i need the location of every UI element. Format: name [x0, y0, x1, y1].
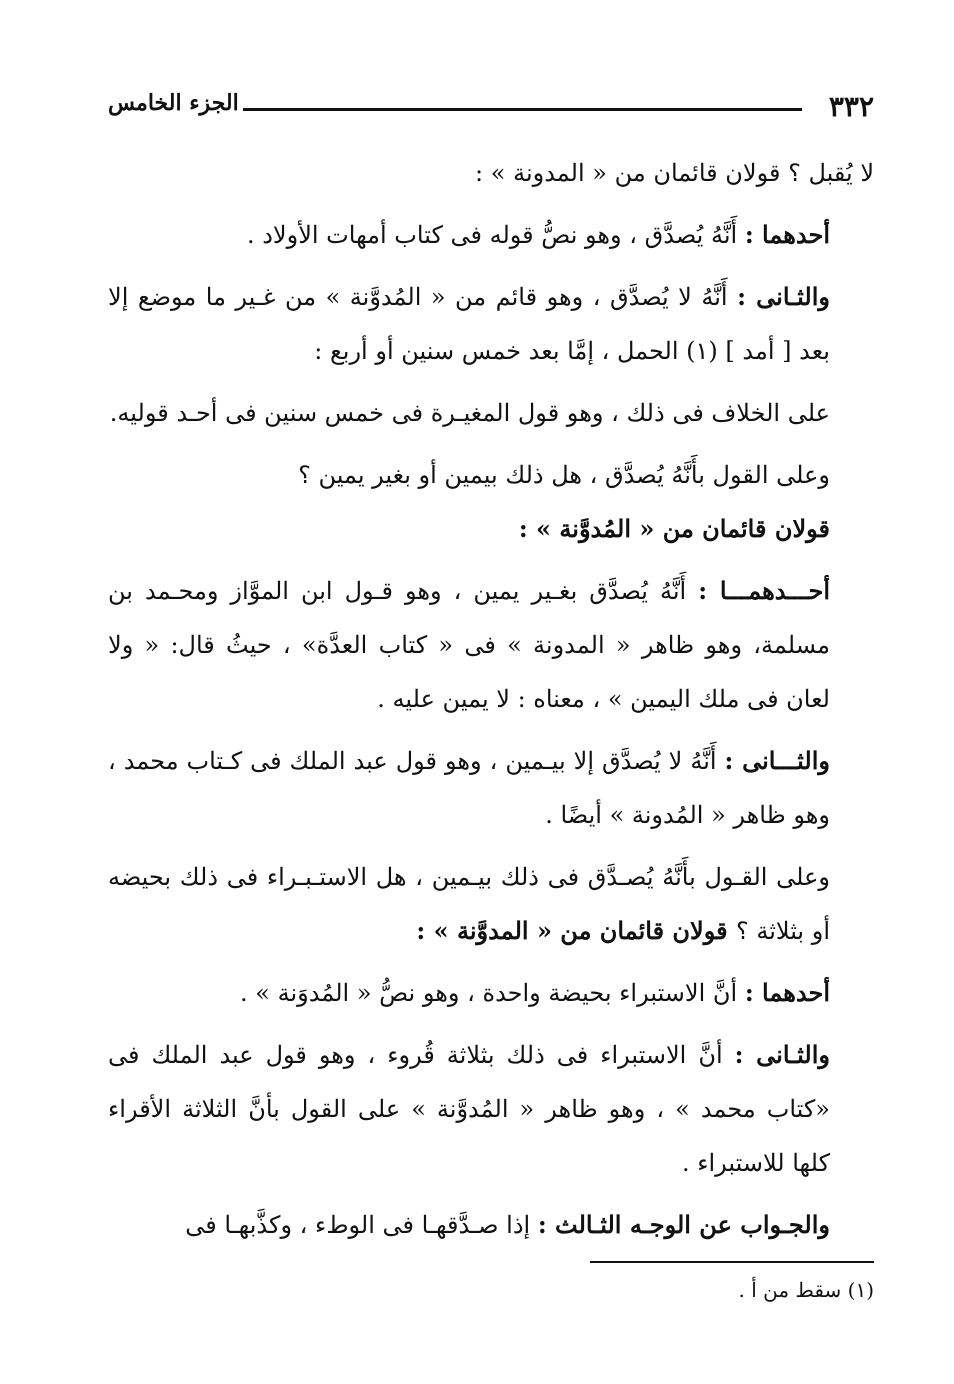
paragraph-text: أَنَّهُ يُصدَّق ، وهو نصُّ قوله فى كتاب أمهات الأولاد . — [246, 221, 745, 249]
paragraph-lead: والثـانى : — [737, 282, 830, 311]
paragraph-lead: قولان قائمان من « المُدوَّنة » : — [518, 514, 830, 543]
paragraph — [108, 270, 874, 378]
paragraph-lead: أحدهما : — [744, 220, 830, 249]
paragraph-lead: أحـــدهمـــا : — [698, 576, 830, 605]
paragraph-lead: والثـــانى : — [724, 746, 830, 775]
page-number: ٣٣٢ — [828, 90, 874, 123]
paragraph-text: إذا صـدَّقهـا فى الوطء ، وكذَّبهـا فى — [185, 1211, 538, 1239]
paragraph — [108, 386, 874, 440]
paragraph — [108, 448, 874, 502]
running-head: الجزء الخامس — [108, 90, 239, 116]
paragraph-lead: أحدهما : — [744, 978, 830, 1007]
paragraph — [108, 1028, 874, 1190]
paragraph-lead: والجـواب عن الوجـه الثـالث : — [537, 1210, 830, 1239]
paragraph-text: أَنَّهُ لا يُصدَّق ، وهو قائم من « المُدوَّنة » من غـير ما موضع إلا بعد [ أمد ] (١) الحمل ، إمَّا بعد خمس سنين أو أربع : — [108, 283, 830, 365]
paragraph — [108, 850, 874, 958]
paragraph-text: وعلى القول بأَنَّهُ يُصدَّق ، هل ذلك بيمين أو بغير يمين ؟ — [298, 461, 830, 489]
page-header — [108, 90, 874, 130]
paragraph — [108, 502, 874, 556]
paragraph — [108, 966, 874, 1020]
body-text — [108, 146, 874, 1252]
paragraph — [108, 564, 874, 726]
paragraph-text: أَنَّهُ لا يُصدَّق إلا بيـمين ، وهو قول عبد الملك فى كـتاب محمد ، وهو ظاهر « المُدونة » أيضًا . — [108, 747, 830, 829]
footnote: (١) سقط من أ . — [738, 1278, 874, 1302]
paragraph — [108, 734, 874, 842]
paragraph — [108, 1198, 874, 1252]
footnote-rule — [590, 1261, 874, 1263]
paragraph-text: أنَّ الاستبراء فى ذلك بثلاثة قُروء ، وهو قول عبد الملك فى «كتاب محمد » ، وهو ظاهر « المُدوَّنة » على القول بأنَّ الثلاثة الأقراء كلها للاستبراء . — [108, 1041, 830, 1177]
paragraph-lead: والثـانى : — [734, 1040, 830, 1069]
paragraph — [108, 146, 874, 200]
paragraph-text: لا يُقبل ؟ قولان قائمان من « المدونة » : — [475, 159, 874, 187]
header-rule — [243, 108, 802, 111]
paragraph-text: على الخلاف فى ذلك ، وهو قول المغيـرة فى خمس سنين فى أحـد قوليه. — [109, 399, 830, 427]
paragraph-text: أنَّ الاستبراء بحيضة واحدة ، وهو نصُّ « المُدوَنة » . — [240, 979, 745, 1007]
paragraph — [108, 208, 874, 262]
paragraph-text: أَنَّهُ يُصدَّق بغـير يمين ، وهو قـول ابن الموَّاز ومحـمد بن مسلمة، وهو ظاهر « المدونة » فى « كتاب العدَّة» ، حيثُ قال: « ولا لعان فى ملك اليمين » ، معناه : لا يمين عليه . — [108, 577, 830, 713]
paragraph-tail: قولان قائمان من « المدوَّنة » : — [416, 916, 736, 945]
paragraph-text: وعلى القـول بأَنَّهُ يُصـدَّق فى ذلك بيـمين ، هل الاستـبـراء فى ذلك بحيضه أو بثلاثة ؟ — [108, 863, 830, 945]
